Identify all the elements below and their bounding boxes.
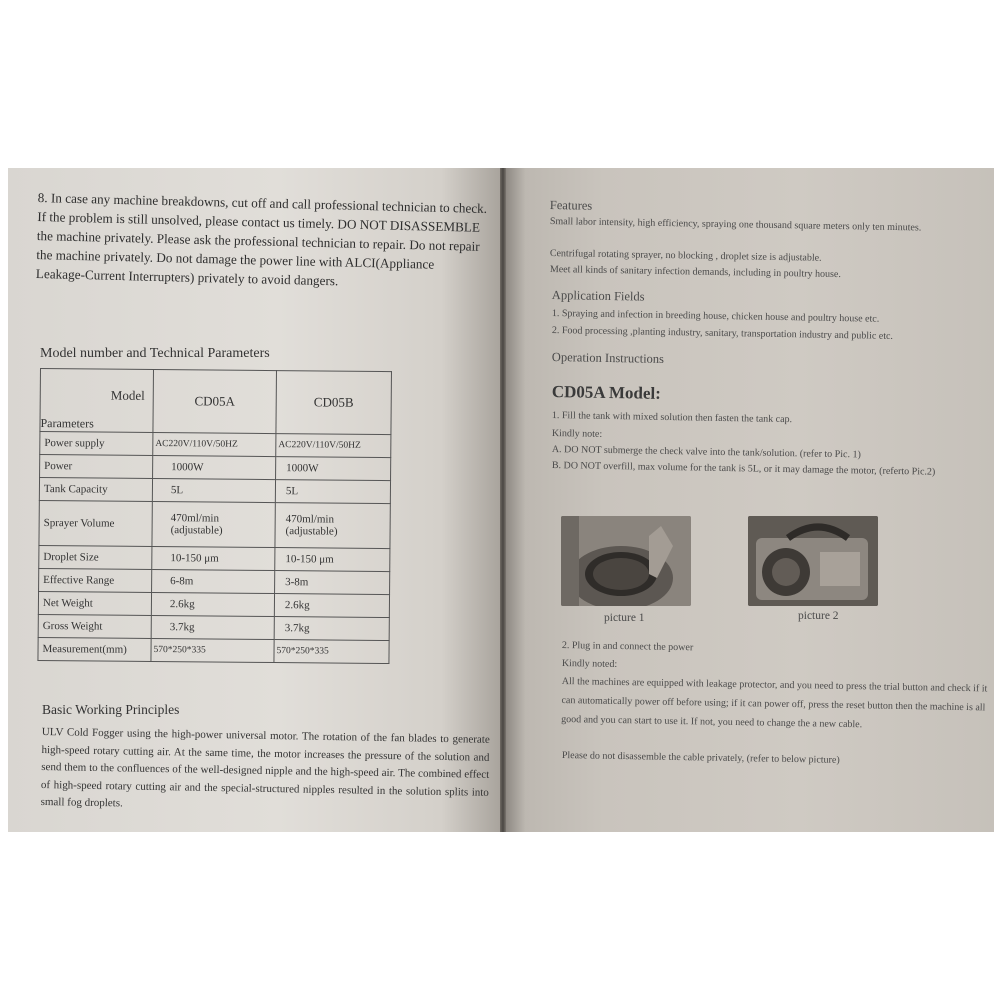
param-value-cd05a: 10-150 μm bbox=[152, 546, 275, 570]
param-value-cd05a: 6-8m bbox=[152, 569, 275, 593]
param-label: Effective Range bbox=[39, 568, 152, 592]
table-heading: Model number and Technical Parameters bbox=[40, 346, 270, 361]
feature-item: Small labor intensity, high efficiency, spraying one thousand square meters only ten minutes. bbox=[549, 215, 922, 234]
note-a: A. DO NOT submerge the check valve into the tank/solution. (refer to Pic. 1) bbox=[551, 443, 861, 461]
model-header-cd05a: CD05A bbox=[153, 369, 277, 433]
tank-opening-illustration bbox=[561, 516, 691, 606]
operation-heading: Operation Instructions bbox=[551, 350, 665, 366]
picture-1-photo bbox=[561, 516, 691, 606]
param-value-cd05b: 3.7kg bbox=[274, 617, 389, 641]
fogger-machine-illustration bbox=[748, 516, 878, 606]
param-value-cd05a: 1000W bbox=[153, 455, 276, 479]
table-row bbox=[39, 545, 390, 571]
step-1: 1. Fill the tank with mixed solution then fasten the tank cap. bbox=[551, 409, 793, 426]
technical-parameters-table bbox=[37, 368, 392, 664]
picture-2-caption: picture 2 bbox=[798, 610, 839, 622]
booklet-photo bbox=[8, 168, 994, 832]
application-item: 2. Food processing ,planting industry, sanitary, transportation industry and public etc. bbox=[551, 324, 894, 342]
param-value-cd05b: 1000W bbox=[276, 457, 391, 481]
kindly-noted-label: Kindly noted: bbox=[561, 657, 618, 670]
param-label: Gross Weight bbox=[38, 614, 151, 638]
model-label: Model bbox=[110, 387, 145, 403]
feature-item: Meet all kinds of sanitary infection demands, including in poultry house. bbox=[549, 263, 841, 281]
table-row bbox=[39, 568, 390, 594]
table-row bbox=[38, 637, 389, 663]
cable-note: Please do not disassemble the cable privately, (refer to below picture) bbox=[561, 749, 840, 766]
param-value-cd05b: 470ml/min (adjustable) bbox=[275, 503, 390, 549]
left-page bbox=[8, 168, 500, 832]
param-label: Power bbox=[40, 455, 153, 479]
param-label: Tank Capacity bbox=[39, 478, 152, 502]
param-value-cd05b: 3-8m bbox=[275, 571, 390, 595]
table-corner-cell bbox=[40, 369, 154, 433]
param-value-cd05a: 2.6kg bbox=[151, 592, 274, 616]
param-value-cd05a: AC220V/110V/50HZ bbox=[153, 432, 276, 456]
param-value-cd05a: 5L bbox=[152, 478, 275, 502]
application-heading: Application Fields bbox=[551, 288, 645, 304]
step-2-text: All the machines are equipped with leakage protector, and you need to press the trial button and check if it can automatically power off before using; if it can power off, press the reset button then the machine is all good and you can start to use it. If not, you need to change the a new cable. bbox=[561, 675, 988, 731]
param-value-cd05b: 2.6kg bbox=[274, 594, 389, 618]
param-value-cd05b: AC220V/110V/50HZ bbox=[276, 434, 391, 458]
param-label: Power supply bbox=[40, 432, 153, 456]
picture-2-photo bbox=[748, 516, 878, 606]
table-row bbox=[38, 591, 389, 617]
breakdown-instruction: 8. In case any machine breakdowns, cut off and call professional technician to check. If the problem is still unsolved, please contact us timely. DO NOT DISASSEMBLE the machine privately. Please ask the professional technician to repair. Do not repair the machine privately. Do not damage the power line with ALCI(Appliance Leakage-Current Interrupters) privately to avoid dangers. bbox=[35, 189, 488, 289]
model-header-cd05b: CD05B bbox=[276, 371, 392, 435]
right-page bbox=[506, 168, 994, 832]
param-value-cd05b: 570*250*335 bbox=[274, 640, 389, 664]
basic-principles-heading: Basic Working Principles bbox=[42, 702, 180, 717]
step-2: 2. Plug in and connect the power bbox=[561, 639, 694, 654]
param-value-cd05b: 5L bbox=[275, 480, 390, 504]
param-value-cd05a: 3.7kg bbox=[151, 615, 274, 639]
table-row bbox=[39, 500, 390, 548]
param-value-cd05b: 10-150 μm bbox=[275, 548, 390, 572]
param-label: Sprayer Volume bbox=[39, 500, 152, 546]
model-heading: CD05A Model: bbox=[551, 382, 662, 403]
table-row bbox=[38, 614, 389, 640]
parameters-label: Parameters bbox=[40, 416, 94, 431]
table-row bbox=[40, 455, 391, 481]
param-label: Measurement(mm) bbox=[38, 637, 151, 661]
features-heading: Features bbox=[549, 198, 593, 213]
table-row bbox=[39, 478, 390, 504]
param-value-cd05a: 470ml/min (adjustable) bbox=[152, 501, 275, 547]
basic-principles-text: ULV Cold Fogger using the high-power universal motor. The rotation of the fan blades to generate high-speed rotary cutting air. At the same time, the motor increases the pressure of the solution and send them to the confluences of the well-designed nipple and the high-speed air. The combined effect of high-speed rotary cutting air and the special-structured nipples resulted in the solution splits into small fog droplets. bbox=[40, 725, 490, 810]
param-label: Droplet Size bbox=[39, 545, 152, 569]
table-row bbox=[40, 432, 391, 458]
param-label: Net Weight bbox=[38, 591, 151, 615]
note-b: B. DO NOT overfill, max volume for the tank is 5L, or it may damage the motor, (referto Pic.2) bbox=[551, 459, 936, 478]
kindly-note-label: Kindly note: bbox=[551, 427, 603, 440]
param-value-cd05a: 570*250*335 bbox=[151, 638, 274, 662]
picture-1-caption: picture 1 bbox=[604, 612, 645, 624]
application-item: 1. Spraying and infection in breeding house, chicken house and poultry house etc. bbox=[551, 307, 880, 325]
feature-item: Centrifugal rotating sprayer, no blocking , droplet size is adjustable. bbox=[549, 247, 822, 264]
